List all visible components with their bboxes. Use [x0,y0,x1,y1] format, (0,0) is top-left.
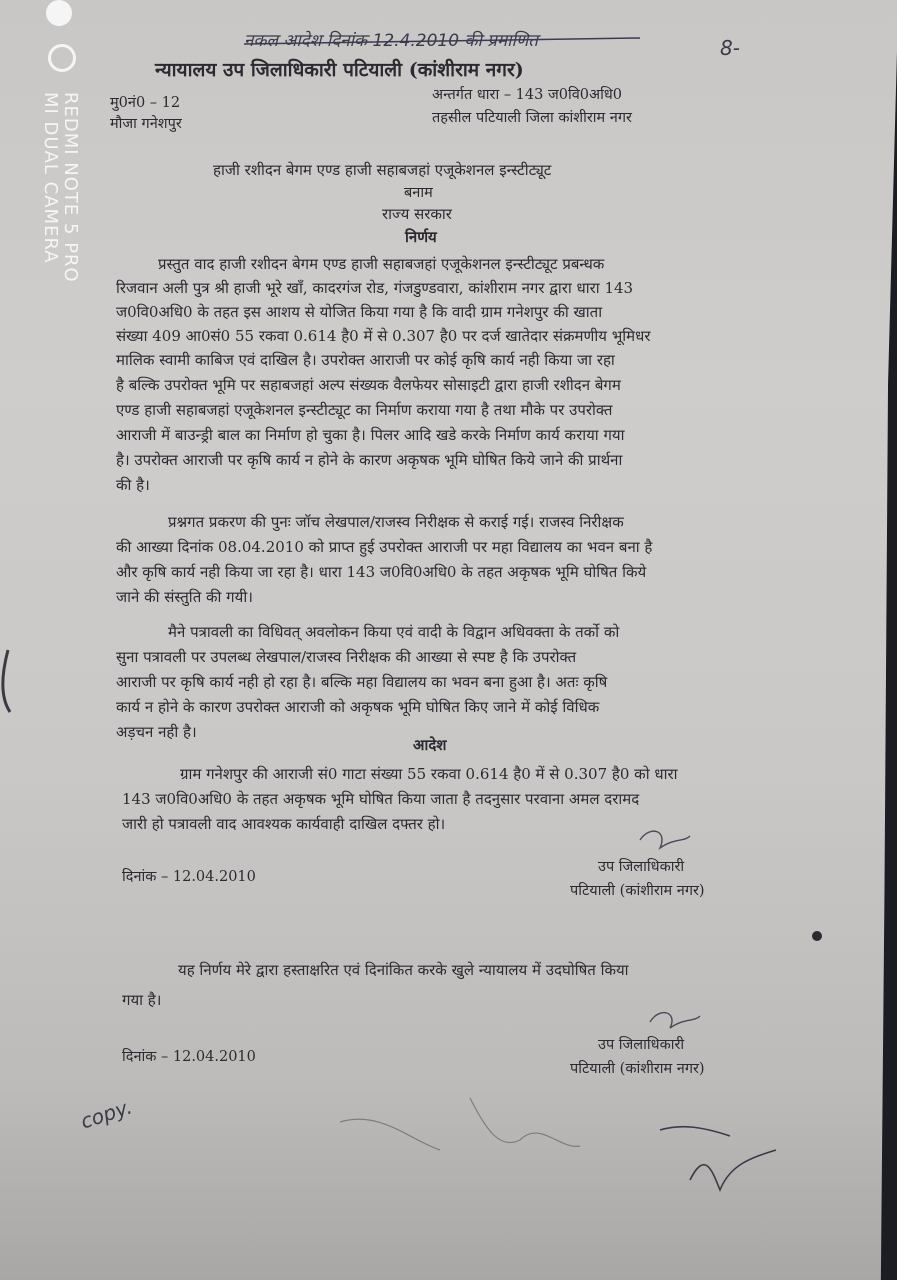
para1-line: है बल्कि उपरोक्त भूमि पर सहाबजहां अल्प संख्यक वैलफेयर सोसाइटी द्वारा हाजी रशीदन बेगम [116,376,621,394]
para1-line: है। उपरोक्त आराजी पर कृषि कार्य न होने के कारण अकृषक भूमि घोषित किये जाने की प्रार्थना [116,451,623,469]
initials-signature-2 [650,1013,700,1028]
officer-title-2: उप जिलाधिकारी [598,1037,685,1053]
court-title: न्यायालय उप जिलाधिकारी पटियाली (कांशीराम नगर) [155,59,524,81]
section-label: अन्तर्गत धारा – 143 ज0वि0अधि0 [432,87,622,103]
date-line-2: दिनांक – 12.04.2010 [122,1049,256,1065]
para1-line: ज0वि0अधि0 के तहत इस आशय से योजित किया गया है कि वादी ग्राम गनेशपुर की खाता [116,303,603,321]
handwritten-copy-word: copy. [77,1094,135,1134]
order-line: 143 ज0वि0अधि0 के तहत अकृषक भूमि घोषित किया जाता है तदनुसार परवाना अमल दरामद [122,790,640,808]
para2-line: प्रश्नगत प्रकरण की पुनः जॉच लेखपाल/राजस्व निरीक्षक से कराई गई। राजस्व निरीक्षक [168,513,624,531]
para1-line: एण्ड हाजी सहाबजहां एजूकेशनल इन्स्टीट्यूट का निर्माण कराया गया है तथा मौके पर उपरोक्त [116,401,613,419]
officer-place-1: पटियाली (कांशीराम नगर) [570,883,705,899]
para2-line: और कृषि कार्य नही किया जा रहा है। धारा 143 ज0वि0अधि0 के तहत अकृषक भूमि घोषित किये [116,563,647,581]
faded-signature [340,1098,580,1150]
officer-title-1: उप जिलाधिकारी [598,859,685,875]
case-number: मु0नं0 – 12 [110,95,181,111]
para3-line: सुना पत्रावली पर उपलब्ध लेखपाल/राजस्व निरीक्षक की आख्या से स्पष्ट है कि उपरोक्त [116,648,577,666]
para3-line: मैने पत्रावली का विधिवत् अवलोकन किया एवं वादी के विद्वान अधिवक्ता के तर्को को [168,623,620,641]
handwritten-page-mark: 8- [720,36,740,60]
judgment-heading: निर्णय [405,228,437,246]
para1-line: रिजवान अली पुत्र श्री हाजी भूरे खाँ, कादरगंज रोड, गंजडुण्डवारा, कांशीराम नगर द्वारा धारा 143 [116,279,634,297]
para3-line: अड़चन नही है। [116,723,197,741]
officer-place-2: पटियाली (कांशीराम नगर) [570,1061,705,1077]
officer-signature [660,1127,776,1190]
handwritten-copy-note: नकल आदेश दिनांक 12.4.2010 की प्रमाणित [244,31,538,51]
pronouncement-line: यह निर्णय मेरे द्वारा हस्ताक्षरित एवं दिनांकित करके खुले न्यायालय में उदघोषित किया [178,961,629,979]
para1-line: की है। [116,476,150,494]
watermark-line1: REDMI NOTE 5 PRO [60,92,81,283]
order-line: ग्राम गनेशपुर की आराजी सं0 गाटा संख्या 55 रकवा 0.614 है0 में से 0.307 है0 को धारा [180,765,678,783]
pronouncement-line: गया है। [122,991,162,1009]
versus-label: बनाम [404,185,433,201]
underline-stroke [244,38,640,44]
para2-line: की आख्या दिनांक 08.04.2010 को प्राप्त हुई उपरोक्त आराजी पर महा विद्यालय का भवन बना है [116,538,653,556]
initials-signature-1 [640,831,690,848]
para2-line: जाने की संस्तुति की गयी। [116,588,253,606]
para1-line: प्रस्तुत वाद हाजी रशीदन बेगम एण्ड हाजी सहाबजहां एजूकेशनल इन्स्टीट्यूट प्रबन्धक [158,255,605,273]
order-heading: आदेश [413,736,447,754]
respondent-name: राज्य सरकार [382,205,452,223]
margin-bracket-mark [3,650,10,712]
village-name: मौजा गनेशपुर [110,116,182,132]
petitioner-name: हाजी रशीदन बेगम एण्ड हाजी सहाबजहां एजूकेशनल इन्स्टीट्यूट [213,161,552,179]
para1-line: मालिक स्वामी काबिज एवं दाखिल है। उपरोक्त आराजी पर कोई कृषि कार्य नही किया जा रहा [116,351,615,369]
para1-line: आराजी में बाउन्ड्री बाल का निर्माण हो चुका है। पिलर आदि खडे करके निर्माण कार्य कराया गया [116,426,625,444]
date-line-1: दिनांक – 12.04.2010 [122,869,256,885]
tehsil-label: तहसील पटियाली जिला कांशीराम नगर [432,110,632,126]
para3-line: आराजी पर कृषि कार्य नही हो रहा है। बल्कि महा विद्यालय का भवन बना हुआ है। अतः कृषि [116,673,608,691]
ink-dot [812,931,822,941]
para1-line: संख्या 409 आ0सं0 55 रकवा 0.614 है0 में से 0.307 है0 पर दर्ज खातेदार संक्रमणीय भूमिधर [116,327,651,345]
watermark-line2: MI DUAL CAMERA [40,92,61,264]
para3-line: कार्य न होने के कारण उपरोक्त आराजी को अकृषक भूमि घोषित किए जाने में कोई विधिक [116,698,600,716]
order-line: जारी हो पत्रावली वाद आवश्यक कार्यवाही दाखिल दफ्तर हो। [122,815,446,833]
